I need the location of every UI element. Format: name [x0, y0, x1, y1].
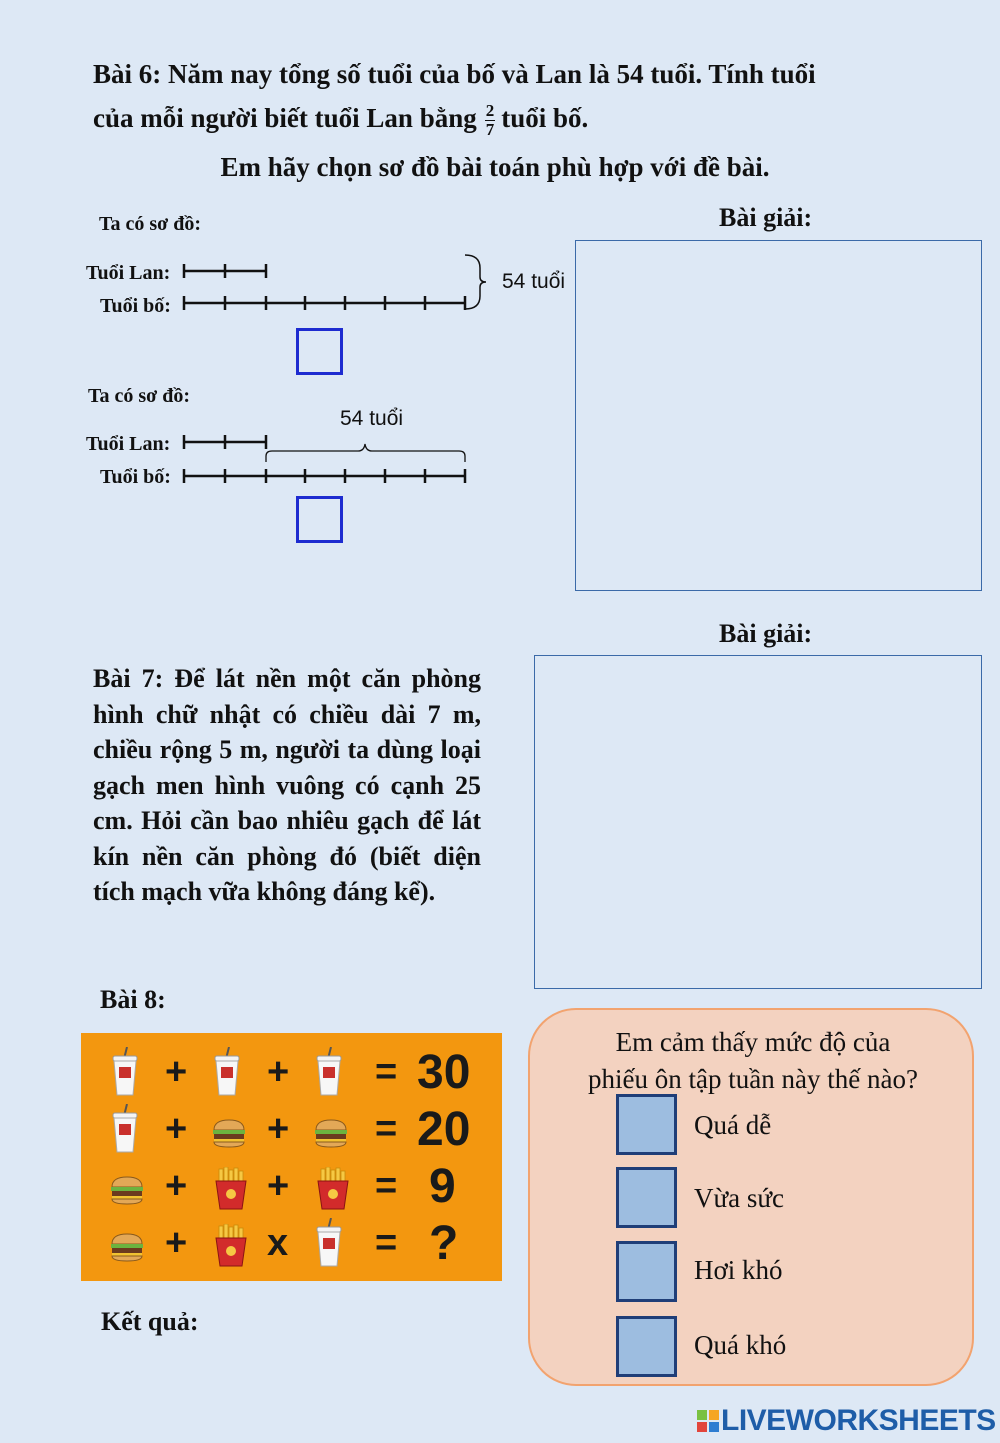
puzzle-row: [81, 1104, 502, 1159]
fraction: [485, 102, 496, 139]
equals-sign: =: [375, 1165, 398, 1207]
plus-operator: +: [267, 1108, 290, 1150]
option-vua-suc-checkbox[interactable]: [616, 1167, 677, 1228]
bai7-question: Bài 7: Để lát nền một căn phòng hình chữ nhật có chiều dài 7 m, chiều rộng 5 m, người ta dùng loại gạch men hình vuông có cạnh 25 cm. Hỏi cần bao nhiêu gạch để lát kín nền căn phòng đó (biết diện tích mạch vữa không đáng kể).: [93, 664, 481, 906]
bai8-title: Bài 8:: [100, 985, 166, 1014]
diagram2-segments: [180, 430, 480, 490]
diagram2-label-lan: Tuổi Lan:: [86, 433, 171, 455]
bai7-solution-box[interactable]: [534, 655, 982, 989]
diagram2-label-bo: Tuổi bố:: [100, 466, 171, 488]
logo-icon: [697, 1406, 719, 1428]
feedback-title-line1: Em cảm thấy mức độ của: [615, 1027, 891, 1057]
bai6-line1: Bài 6: Năm nay tổng số tuổi của bố và Lan là 54 tuổi. Tính tuổi: [93, 59, 816, 89]
plus-operator: +: [165, 1051, 188, 1093]
diagram2-checkbox[interactable]: [296, 496, 343, 543]
result-label: Kết quả:: [101, 1307, 199, 1336]
diagram1-label-bo: Tuổi bố:: [100, 295, 171, 317]
fraction-numerator: 2: [485, 101, 495, 121]
option-qua-de-label: Quá dễ: [694, 1110, 772, 1140]
drink-icon: [313, 1218, 345, 1273]
drink-icon: [109, 1104, 141, 1159]
diagram2-total: 54 tuổi: [340, 407, 404, 430]
puzzle-result: 20: [417, 1103, 471, 1156]
plus-operator: +: [267, 1051, 290, 1093]
puzzle-result: ?: [429, 1217, 459, 1270]
bai7-solution-title: Bài giải:: [719, 619, 813, 648]
burger-icon: [313, 1118, 349, 1153]
multiply-operator: x: [267, 1222, 289, 1264]
diagram2-heading: Ta có sơ đồ:: [88, 385, 191, 407]
plus-operator: +: [165, 1222, 188, 1264]
bai6-question: [93, 52, 913, 140]
feedback-title: [530, 1024, 976, 1098]
diagram1-brace: [465, 255, 486, 309]
equals-sign: =: [375, 1051, 398, 1093]
drink-icon: [211, 1047, 243, 1102]
puzzle-result: 30: [417, 1046, 471, 1099]
puzzle-result: 9: [429, 1160, 456, 1213]
food-puzzle: [81, 1033, 502, 1281]
option-hoi-kho-label: Hơi khó: [694, 1255, 783, 1285]
bai6-solution-title: Bài giải:: [719, 203, 813, 232]
burger-icon: [211, 1118, 247, 1153]
instruction: Em hãy chọn sơ đồ bài toán phù hợp với đề bài.: [220, 152, 770, 182]
option-qua-de-checkbox[interactable]: [616, 1094, 677, 1155]
plus-operator: +: [165, 1108, 188, 1150]
diagram2-brace: [266, 444, 465, 462]
drink-icon: [109, 1047, 141, 1102]
feedback-panel: [528, 1008, 974, 1386]
bai6-solution-box[interactable]: [575, 240, 982, 591]
equals-sign: =: [375, 1108, 398, 1150]
puzzle-row: [81, 1047, 502, 1102]
burger-icon: [109, 1232, 145, 1267]
puzzle-row: [81, 1161, 502, 1216]
fries-icon: [211, 1224, 251, 1273]
bai6-line2-pre: của mỗi người biết tuổi Lan bằng: [93, 103, 477, 133]
puzzle-row: [81, 1218, 502, 1273]
diagram1-checkbox[interactable]: [296, 328, 343, 375]
brand-text: LIVEWORKSHEETS: [721, 1404, 996, 1437]
burger-icon: [109, 1175, 145, 1210]
fries-icon: [313, 1167, 353, 1216]
plus-operator: +: [165, 1165, 188, 1207]
option-hoi-kho-checkbox[interactable]: [616, 1241, 677, 1302]
fraction-denominator: 7: [485, 120, 495, 140]
option-qua-kho-label: Quá khó: [694, 1330, 787, 1360]
equals-sign: =: [375, 1222, 398, 1264]
bai6-line2: [93, 96, 913, 140]
diagram1-heading: Ta có sơ đồ:: [99, 213, 202, 235]
option-qua-kho-checkbox[interactable]: [616, 1316, 677, 1377]
bai6-line2-post: tuổi bố.: [501, 103, 589, 133]
diagram1-segments: [180, 250, 500, 320]
plus-operator: +: [267, 1165, 290, 1207]
brand-logo: [697, 1404, 996, 1438]
drink-icon: [313, 1047, 345, 1102]
option-vua-suc-label: Vừa sức: [694, 1183, 784, 1213]
diagram1-label-lan: Tuổi Lan:: [86, 262, 171, 284]
fries-icon: [211, 1167, 251, 1216]
diagram1-total: 54 tuổi: [502, 270, 566, 293]
feedback-title-line2: phiếu ôn tập tuần này thế nào?: [588, 1064, 918, 1094]
